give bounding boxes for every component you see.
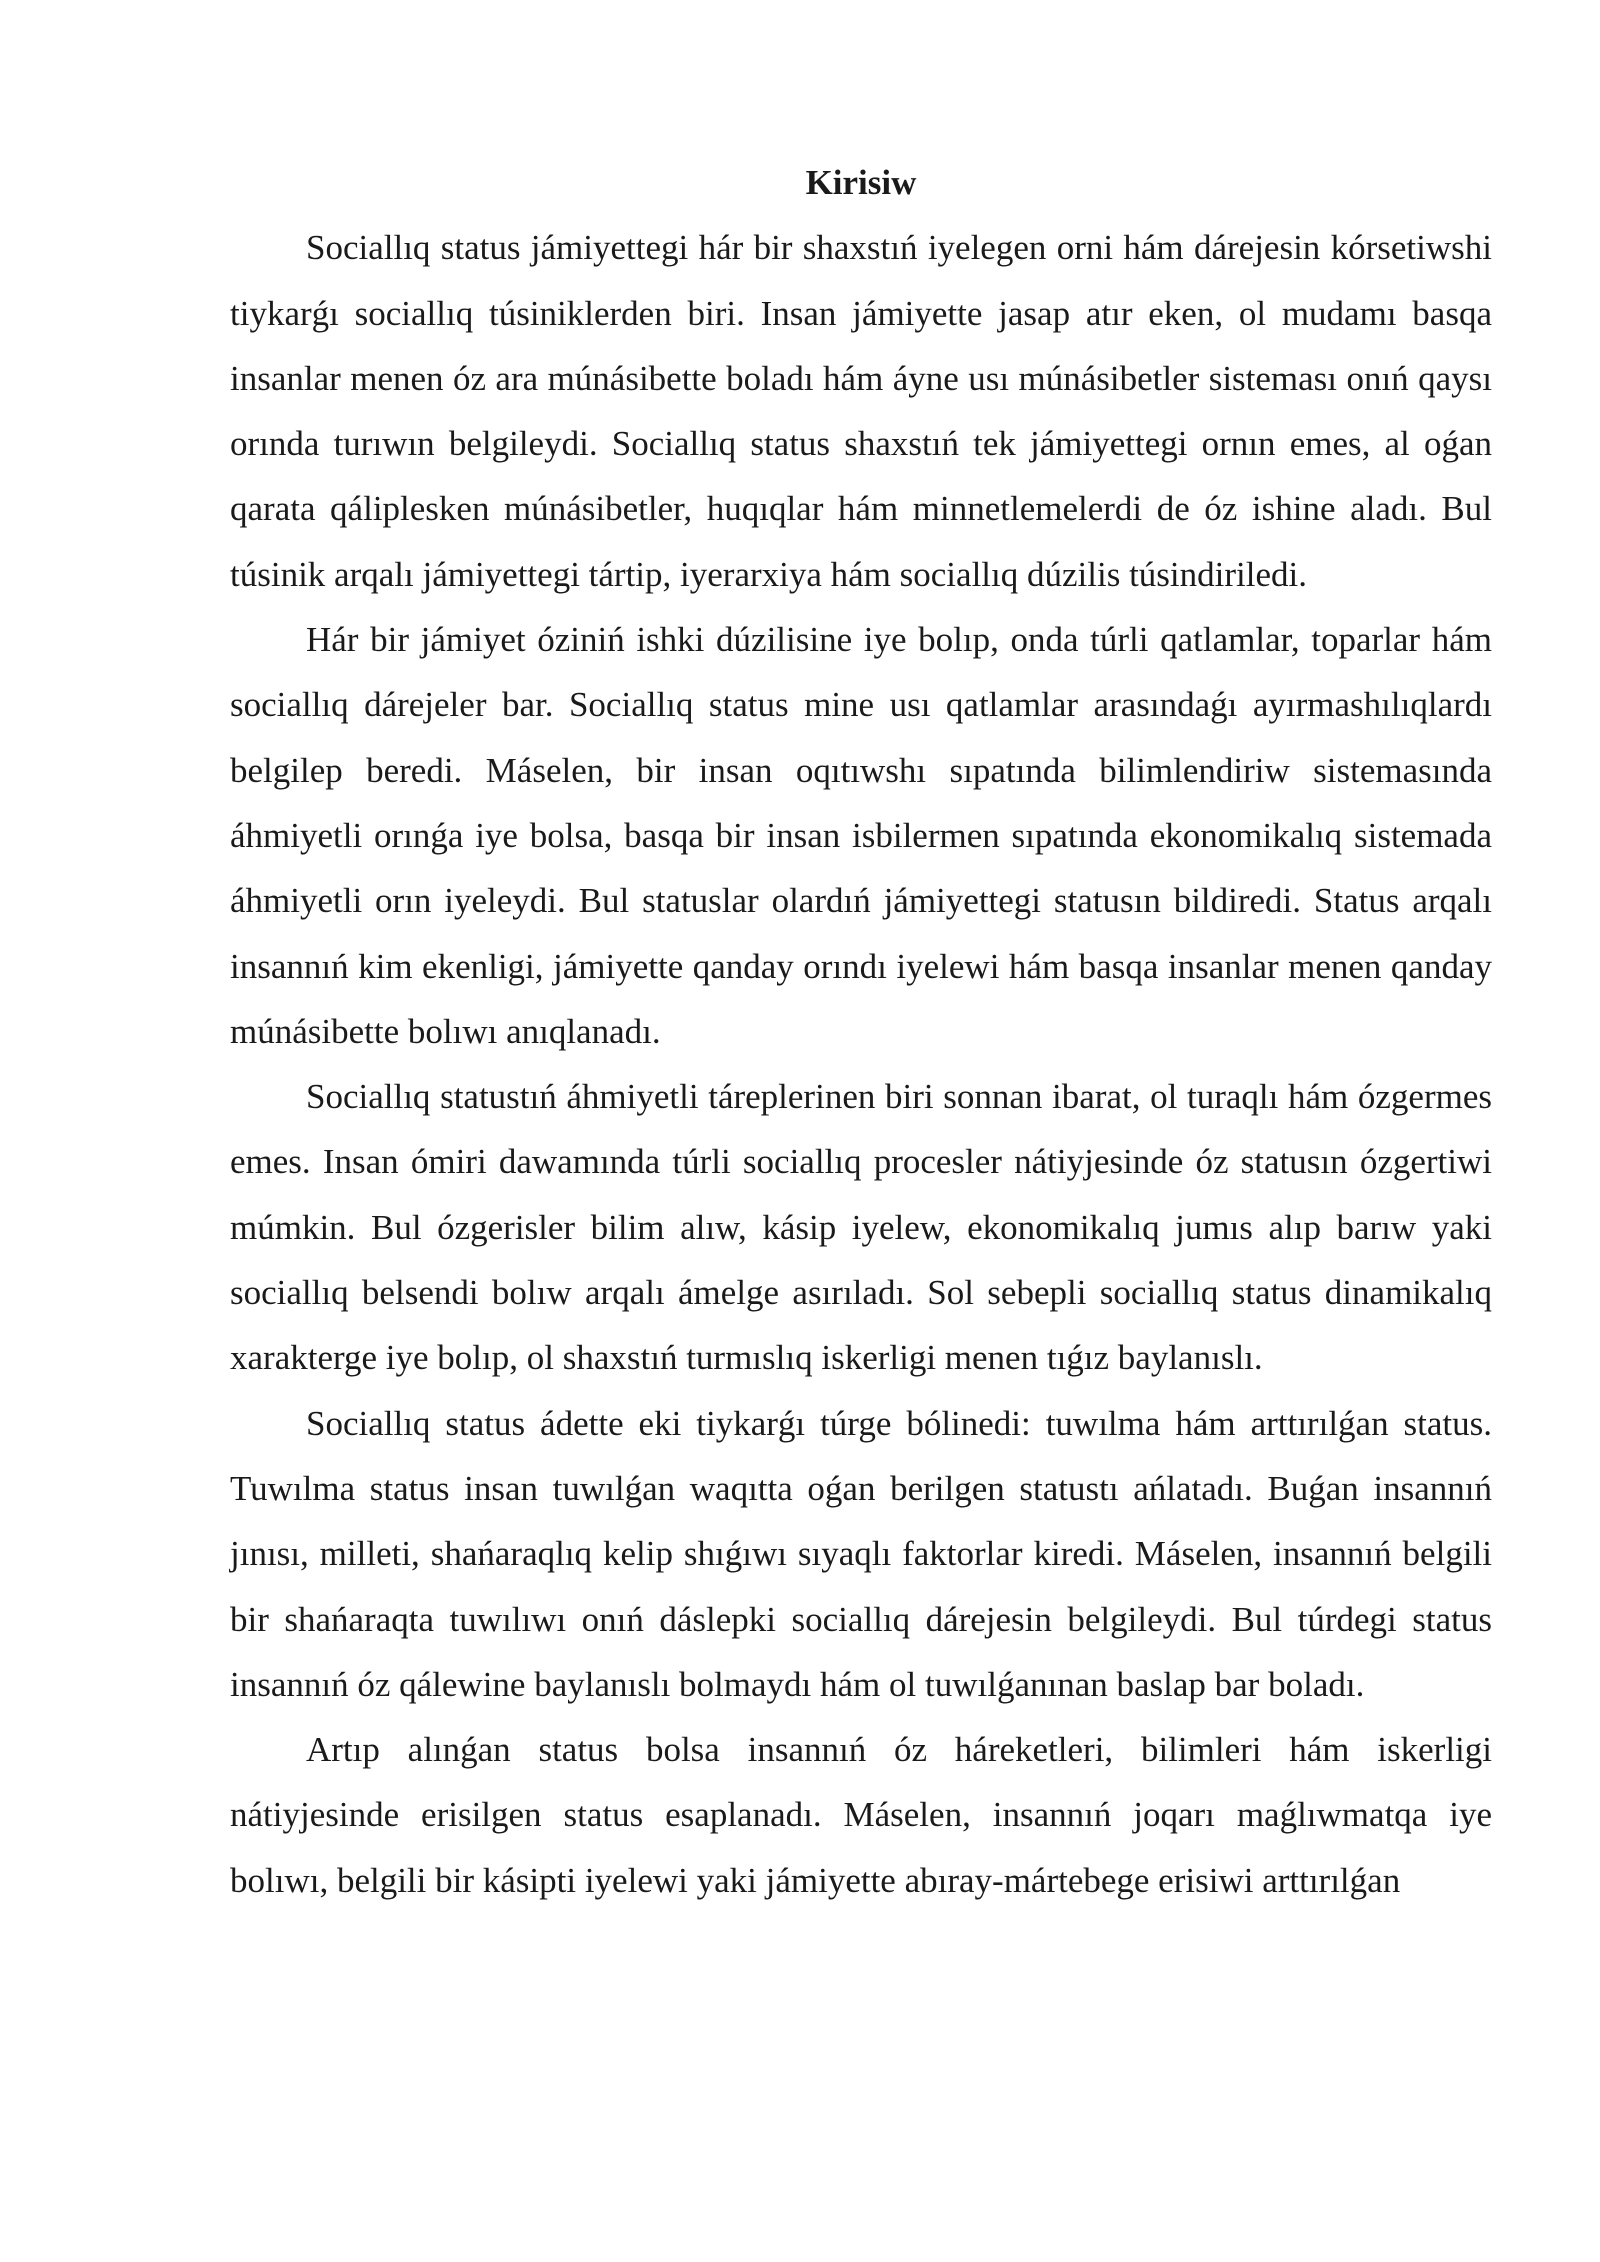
paragraph-2: Hár bir jámiyet óziniń ishki dúzilisine iye bolıp, onda túrli qatlamlar, toparlar hám sociallıq dárejeler bar. Sociallıq status mine usı qatlamlar arasındaǵı ayırmashılıqlardı belgilep beredi. Máselen, bir insan oqıtıwshı sıpatında bilimlendiriw sistemasında áhmiyetli orınǵa iye bolsa, basqa bir insan isbilermen sıpatında ekonomikalıq sistemada áhmiyetli orın iyeleydi. Bul statuslar olardıń jámiyettegi statusın bildiredi. Status arqalı insannıń kim ekenligi, jámiyette qanday orındı iyelewi hám basqa insanlar menen qanday múnásibette bolıwı anıqlanadı. xyxy=(230,620,1492,1051)
document-title: Kirisiw xyxy=(805,163,917,202)
paragraph-1: Sociallıq status jámiyettegi hár bir shaxstıń iyelegen orni hám dárejesin kórsetiwshi tiykarǵı sociallıq túsiniklerden biri. Insan jámiyette jasap atır eken, ol mudamı basqa insanlar menen óz ara múnásibette boladı hám áyne usı múnásibetler sisteması onıń qaysı orında turıwın belgileydi. Sociallıq status shaxstıń tek jámiyettegi ornın emes, al oǵan qarata qáliplesken múnásibetler, huqıqlar hám minnetlemelerdi de óz ishine aladı. Bul túsinik arqalı jámiyettegi tártip, iyerarxiya hám sociallıq dúzilis túsindiriledi. xyxy=(230,228,1492,594)
paragraph-5: Artıp alınǵan status bolsa insannıń óz háreketleri, bilimleri hám iskerligi nátiyjesinde erisilgen status esaplanadı. Máselen, insannıń joqarı maǵlıwmatqa iye bolıwı, belgili bir kásipti iyelewi yaki jámiyette abıray-mártebege erisiwi arttırılǵan xyxy=(230,1730,1492,1900)
paragraph-4: Sociallıq status ádette eki tiykarǵı túrge bólinedi: tuwılma hám arttırılǵan status. Tuwılma status insan tuwılǵan waqıtta oǵan berilgen statustı ańlatadı. Buǵan insannıń jınısı, milleti, shańaraqlıq kelip shıǵıwı sıyaqlı faktorlar kiredi. Máselen, insannıń belgili bir shańaraqta tuwılıwı onıń dáslepki sociallıq dárejesin belgileydi. Bul túrdegi status insannıń óz qálewine baylanıslı bolmaydı hám ol tuwılǵanınan baslap bar boladı. xyxy=(230,1403,1492,1704)
paragraph-3: Sociallıq statustıń áhmiyetli tárеplerinen biri sonnan ibarat, ol turaqlı hám ózgermes emes. Insan ómiri dawamında túrli sociallıq procesler nátiyjesinde óz statusın ózgertiwi múmkin. Bul ózgerisler bilim alıw, kásip iyelew, ekonomikalıq jumıs alıp barıw yaki sociallıq belsendi bolıw arqalı ámelge asırıladı. Sol sebepli sociallıq status dinamikalıq xarakterge iye bolıp, ol shaxstıń turmıslıq iskerligi menen tıǵız baylanıslı. xyxy=(230,1077,1492,1378)
document-body xyxy=(230,150,1492,1913)
